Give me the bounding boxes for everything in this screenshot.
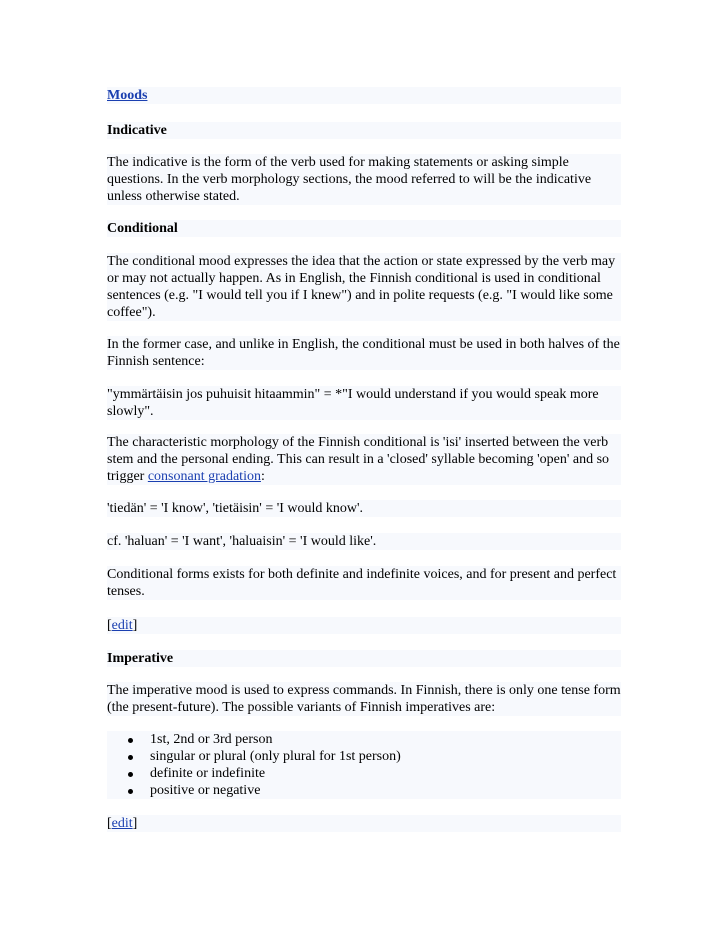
morphology-colon: : [260, 469, 265, 484]
imperative-paragraph-block [107, 682, 621, 716]
tiedan-example: 'tiedän' = 'I know', 'tietäisin' = 'I would know'. [107, 501, 364, 516]
moods-title-link[interactable]: Moods [107, 88, 148, 103]
list-item: singular or plural (only plural for 1st person) [107, 748, 621, 765]
list-item: 1st, 2nd or 3rd person [107, 731, 621, 748]
imperative-variants-block [107, 731, 621, 799]
edit-bracket-close: ] [132, 618, 138, 633]
conditional-paragraph-2: In the former case, and unlike in English, the conditional must be used in both halves of the Finnish sentence: [107, 337, 620, 369]
conditional-paragraph-2-block [107, 336, 621, 370]
indicative-paragraph-block [107, 154, 621, 205]
consonant-gradation-link[interactable]: consonant gradation [147, 469, 261, 484]
conditional-morphology-block [107, 434, 621, 485]
indicative-paragraph: The indicative is the form of the verb used for making statements or asking simple questions. In the verb morphology sections, the mood referred to will be the indicative unless otherwise stated. [107, 155, 592, 204]
conditional-morphology [107, 434, 621, 485]
imperative-paragraph: The imperative mood is used to express commands. In Finnish, there is only one tense form (the present-future). The possible variants of Finnish imperatives are: [107, 683, 621, 715]
edit-section-link-1 [107, 617, 621, 634]
list-item: positive or negative [107, 782, 621, 799]
indicative-heading: Indicative [107, 123, 167, 138]
conditional-forms: Conditional forms exists for both definite and indefinite voices, and for present and perfect tenses. [107, 567, 617, 599]
edit-link-imperative[interactable]: edit [111, 816, 133, 831]
tiedan-example-block [107, 500, 621, 517]
imperative-variants-list [107, 731, 621, 799]
conditional-paragraph-1-block [107, 253, 621, 321]
edit-bracket-open: [ [107, 618, 112, 633]
conditional-forms-block [107, 566, 621, 600]
edit-block-2 [107, 815, 621, 832]
edit-bracket-close: ] [132, 816, 138, 831]
moods-title-block [107, 87, 621, 104]
conditional-heading: Conditional [107, 221, 178, 236]
indicative-heading-block [107, 122, 621, 139]
edit-section-link-2 [107, 815, 621, 832]
edit-block-1 [107, 617, 621, 634]
edit-link-conditional[interactable]: edit [111, 618, 133, 633]
list-item: definite or indefinite [107, 765, 621, 782]
morphology-text: The characteristic morphology of the Finnish conditional is 'isi' inserted between the verb stem and the personal ending. This can result in a 'closed' syllable becoming 'open' and so trigger [107, 435, 610, 484]
edit-bracket-open: [ [107, 816, 112, 831]
conditional-heading-block [107, 220, 621, 237]
conditional-example: "ymmärtäisin jos puhuisit hitaammin" = *"I would understand if you would speak more slowly". [107, 387, 599, 419]
haluan-example-block [107, 533, 621, 550]
imperative-heading: Imperative [107, 651, 174, 666]
conditional-example-block [107, 386, 621, 420]
conditional-paragraph-1: The conditional mood expresses the idea that the action or state expressed by the verb may or may not actually happen. As in English, the Finnish conditional is used in conditional sentences (e.g. "I would tell you if I knew") and in polite requests (e.g. "I would like some coffee"). [107, 254, 616, 320]
haluan-example: cf. 'haluan' = 'I want', 'haluaisin' = 'I would like'. [107, 534, 377, 549]
imperative-heading-block [107, 650, 621, 667]
